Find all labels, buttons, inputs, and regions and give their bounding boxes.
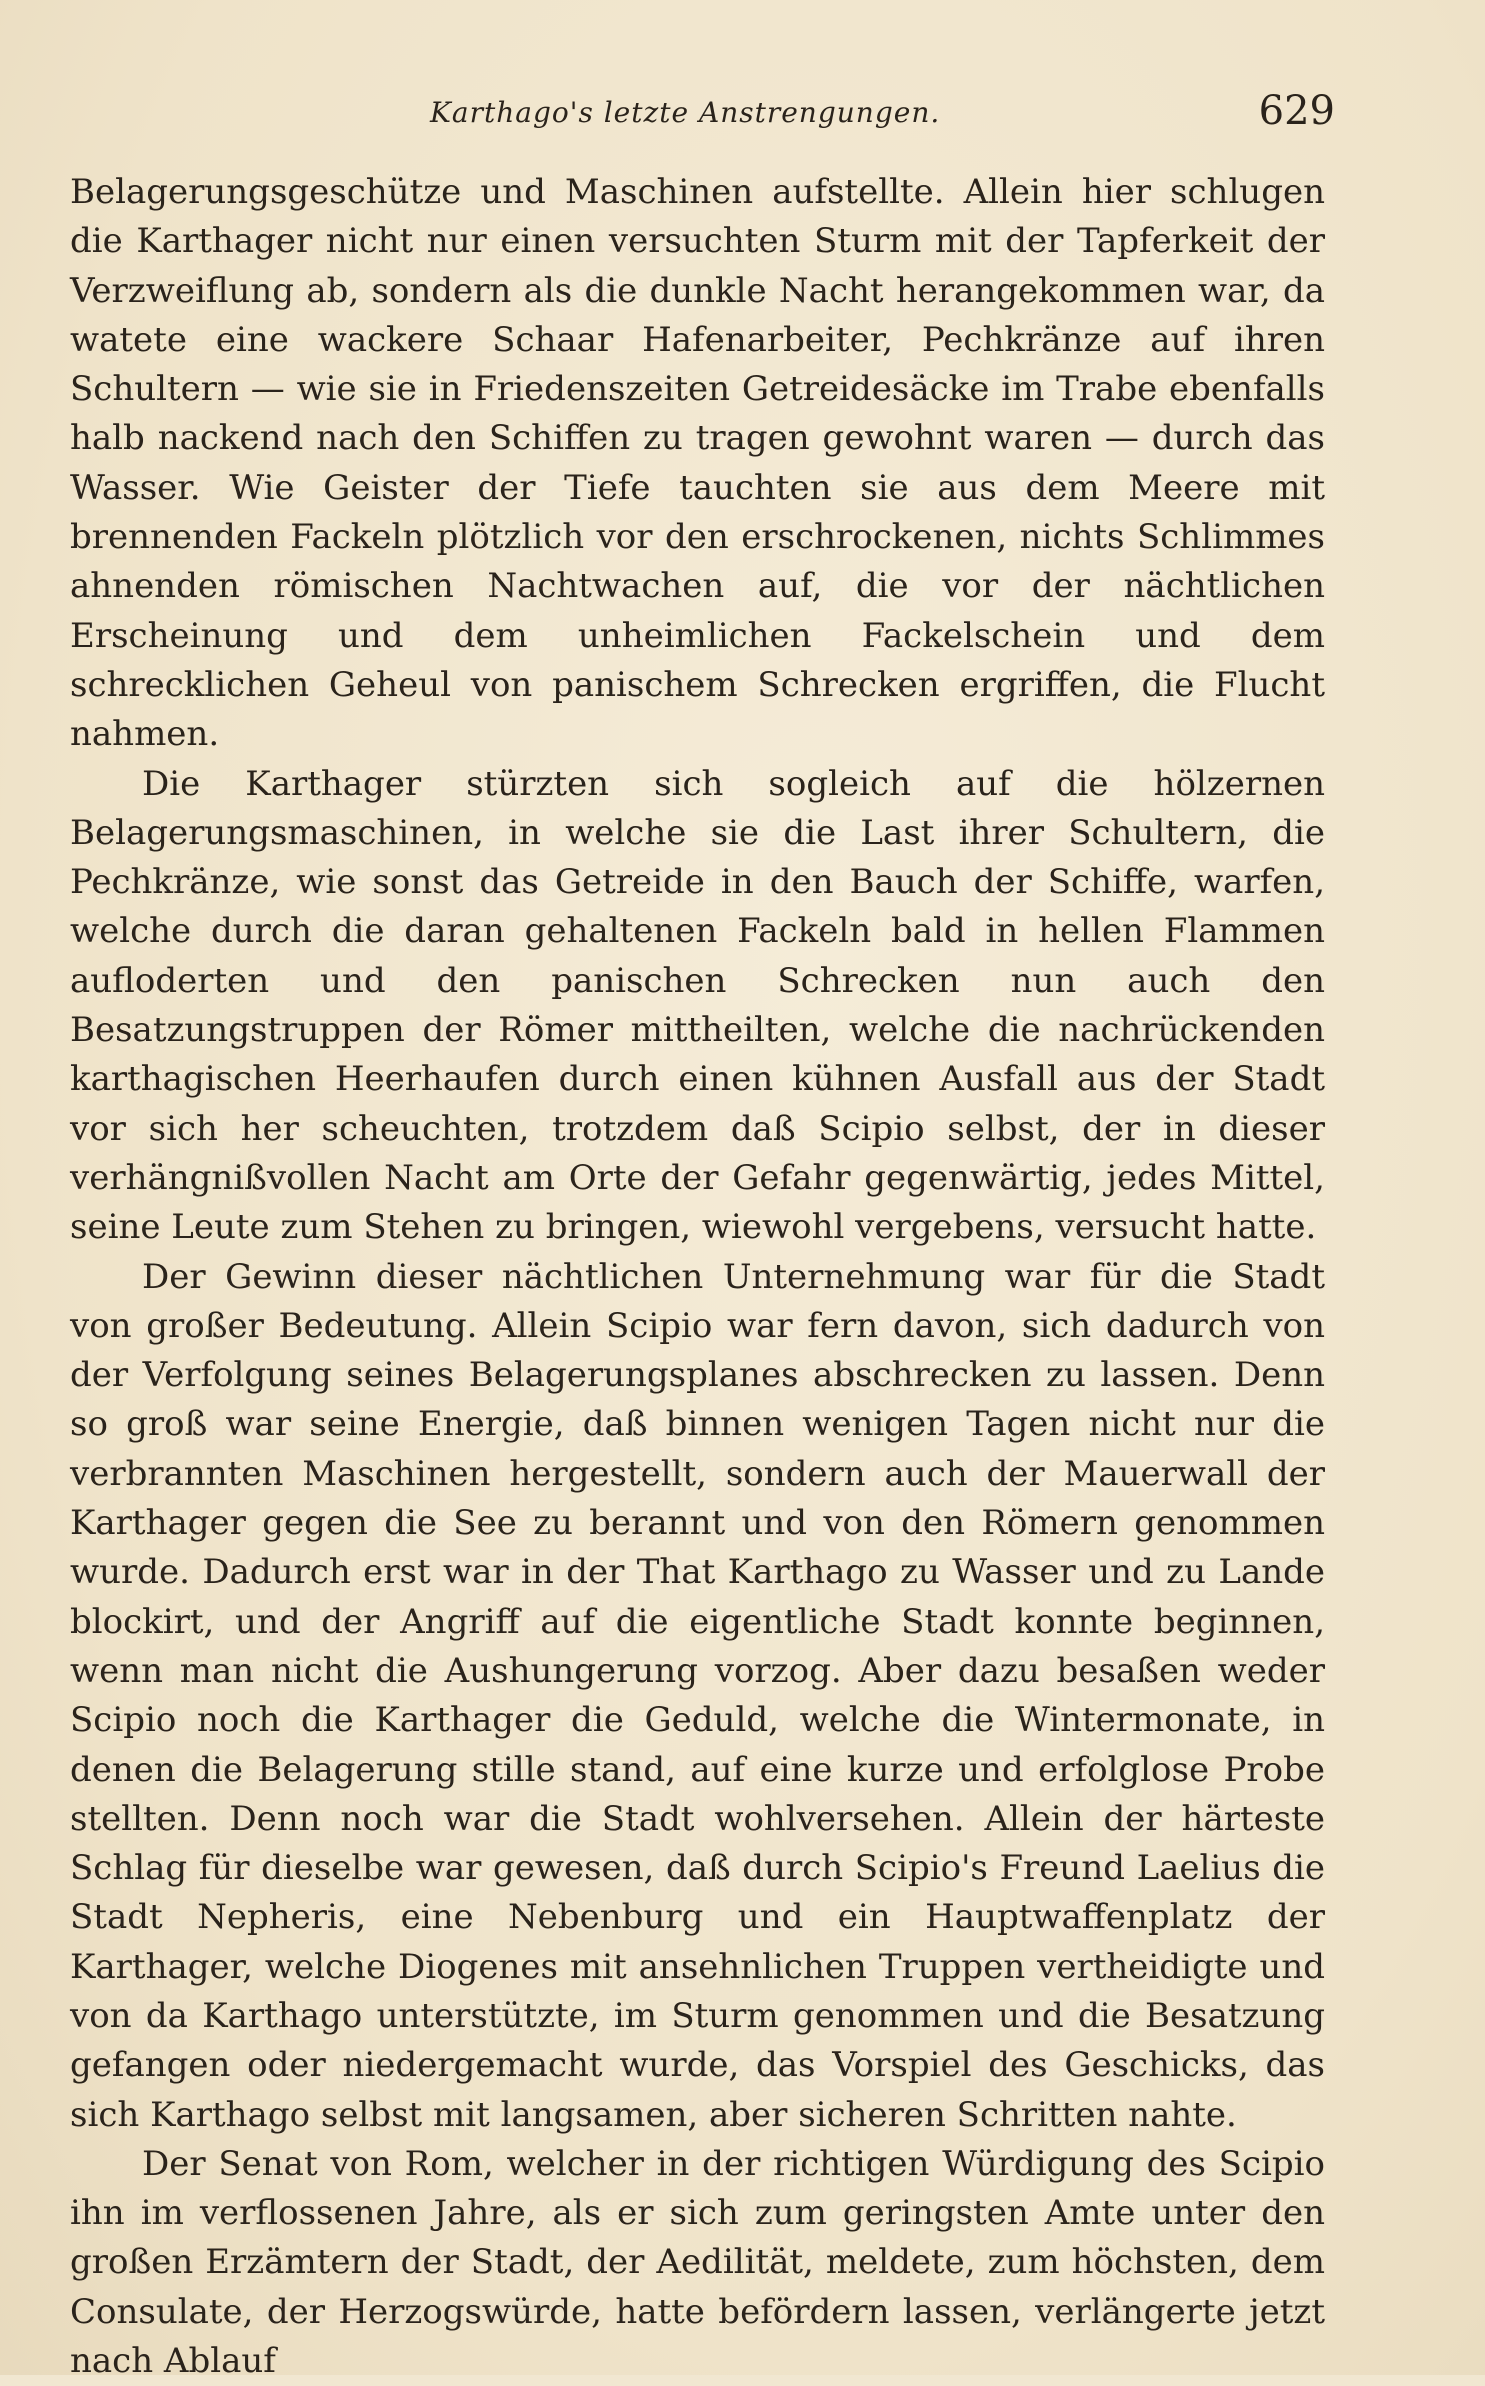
body-text bbox=[70, 168, 1325, 2386]
paragraph: Die Karthager stürzten sich sogleich auf die hölzernen Belagerungsmaschinen, in welche sie die Last ihrer Schultern, die Pechkränze, wie sonst das Getreide in den Bauch der Schiffe, warfen, welche durch die daran gehaltenen Fackeln bald in hellen Flammen aufloderten und den panischen Schrecken nun auch den Besatzungstruppen der Römer mittheilten, welche die nachrückenden karthagischen Heerhaufen durch einen kühnen Ausfall aus der Stadt vor sich her scheuchten, trotzdem daß Scipio selbst, der in dieser verhängnißvollen Nacht am Orte der Gefahr gegenwärtig, jedes Mittel, seine Leute zum Stehen zu bringen, wiewohl vergebens, versucht hatte. bbox=[70, 763, 1325, 1248]
page-number: 629 bbox=[1258, 88, 1335, 134]
page-header bbox=[70, 88, 1335, 148]
running-title: Karthago's letzte Anstrengungen. bbox=[430, 96, 941, 129]
paragraph: Der Gewinn dieser nächtlichen Unternehmung war für die Stadt von großer Bedeutung. Allein Scipio war fern davon, sich dadurch von der Verfolgung seines Belagerungsplanes abschrecken zu lassen. Denn so groß war seine Energie, daß binnen wenigen Tagen nicht nur die verbrannten Maschinen hergestellt, sondern auch der Mauerwall der Karthager gegen die See zu berannt und von den Römern genommen wurde. Dadurch erst war in der That Karthago zu Wasser und zu Lande blockirt, und der Angriff auf die eigentliche Stadt konnte beginnen, wenn man nicht die Aushungerung vorzog. Aber dazu besaßen weder Scipio noch die Karthager die Geduld, welche die Wintermonate, in denen die Belagerung stille stand, auf eine kurze und erfolglose Probe stellten. Denn noch war die Stadt wohlversehen. Allein der härteste Schlag für dieselbe war gewesen, daß durch Scipio's Freund Laelius die Stadt Nepheris, eine Nebenburg und ein Hauptwaffenplatz der Karthager, welche Diogenes mit ansehnlichen Truppen vertheidigte und von da Karthago unterstützte, im Sturm genommen und die Besatzung gefangen oder niedergemacht wurde, das Vorspiel des Geschicks, das sich Karthago selbst mit langsamen, aber sicheren Schritten nahte. bbox=[70, 1256, 1325, 2135]
paragraph: Belagerungsgeschütze und Maschinen aufstellte. Allein hier schlugen die Karthager nicht nur einen versuchten Sturm mit der Tapferkeit der Verzweiflung ab, sondern als die dunkle Nacht herangekommen war, da watete eine wackere Schaar Hafenarbeiter, Pechkränze auf ihren Schultern — wie sie in Friedenszeiten Getreidesäcke im Trabe ebenfalls halb nackend nach den Schiffen zu tragen gewohnt waren — durch das Wasser. Wie Geister der Tiefe tauchten sie aus dem Meere mit brennenden Fackeln plötzlich vor den erschrockenen, nichts Schlimmes ahnenden römischen Nachtwachen auf, die vor der nächtlichen Erscheinung und dem unheimlichen Fackelschein und dem schrecklichen Geheul von panischem Schrecken ergriffen, die Flucht nahmen. bbox=[70, 172, 1325, 755]
paragraph: Der Senat von Rom, welcher in der richtigen Würdigung des Scipio ihn im verflossenen Jahre, als er sich zum geringsten Amte unter den großen Erzämtern der Stadt, der Aedilität, meldete, zum höchsten, dem Consulate, der Herzogswürde, hatte befördern lassen, verlängerte jetzt nach Ablauf bbox=[70, 2143, 1325, 2382]
